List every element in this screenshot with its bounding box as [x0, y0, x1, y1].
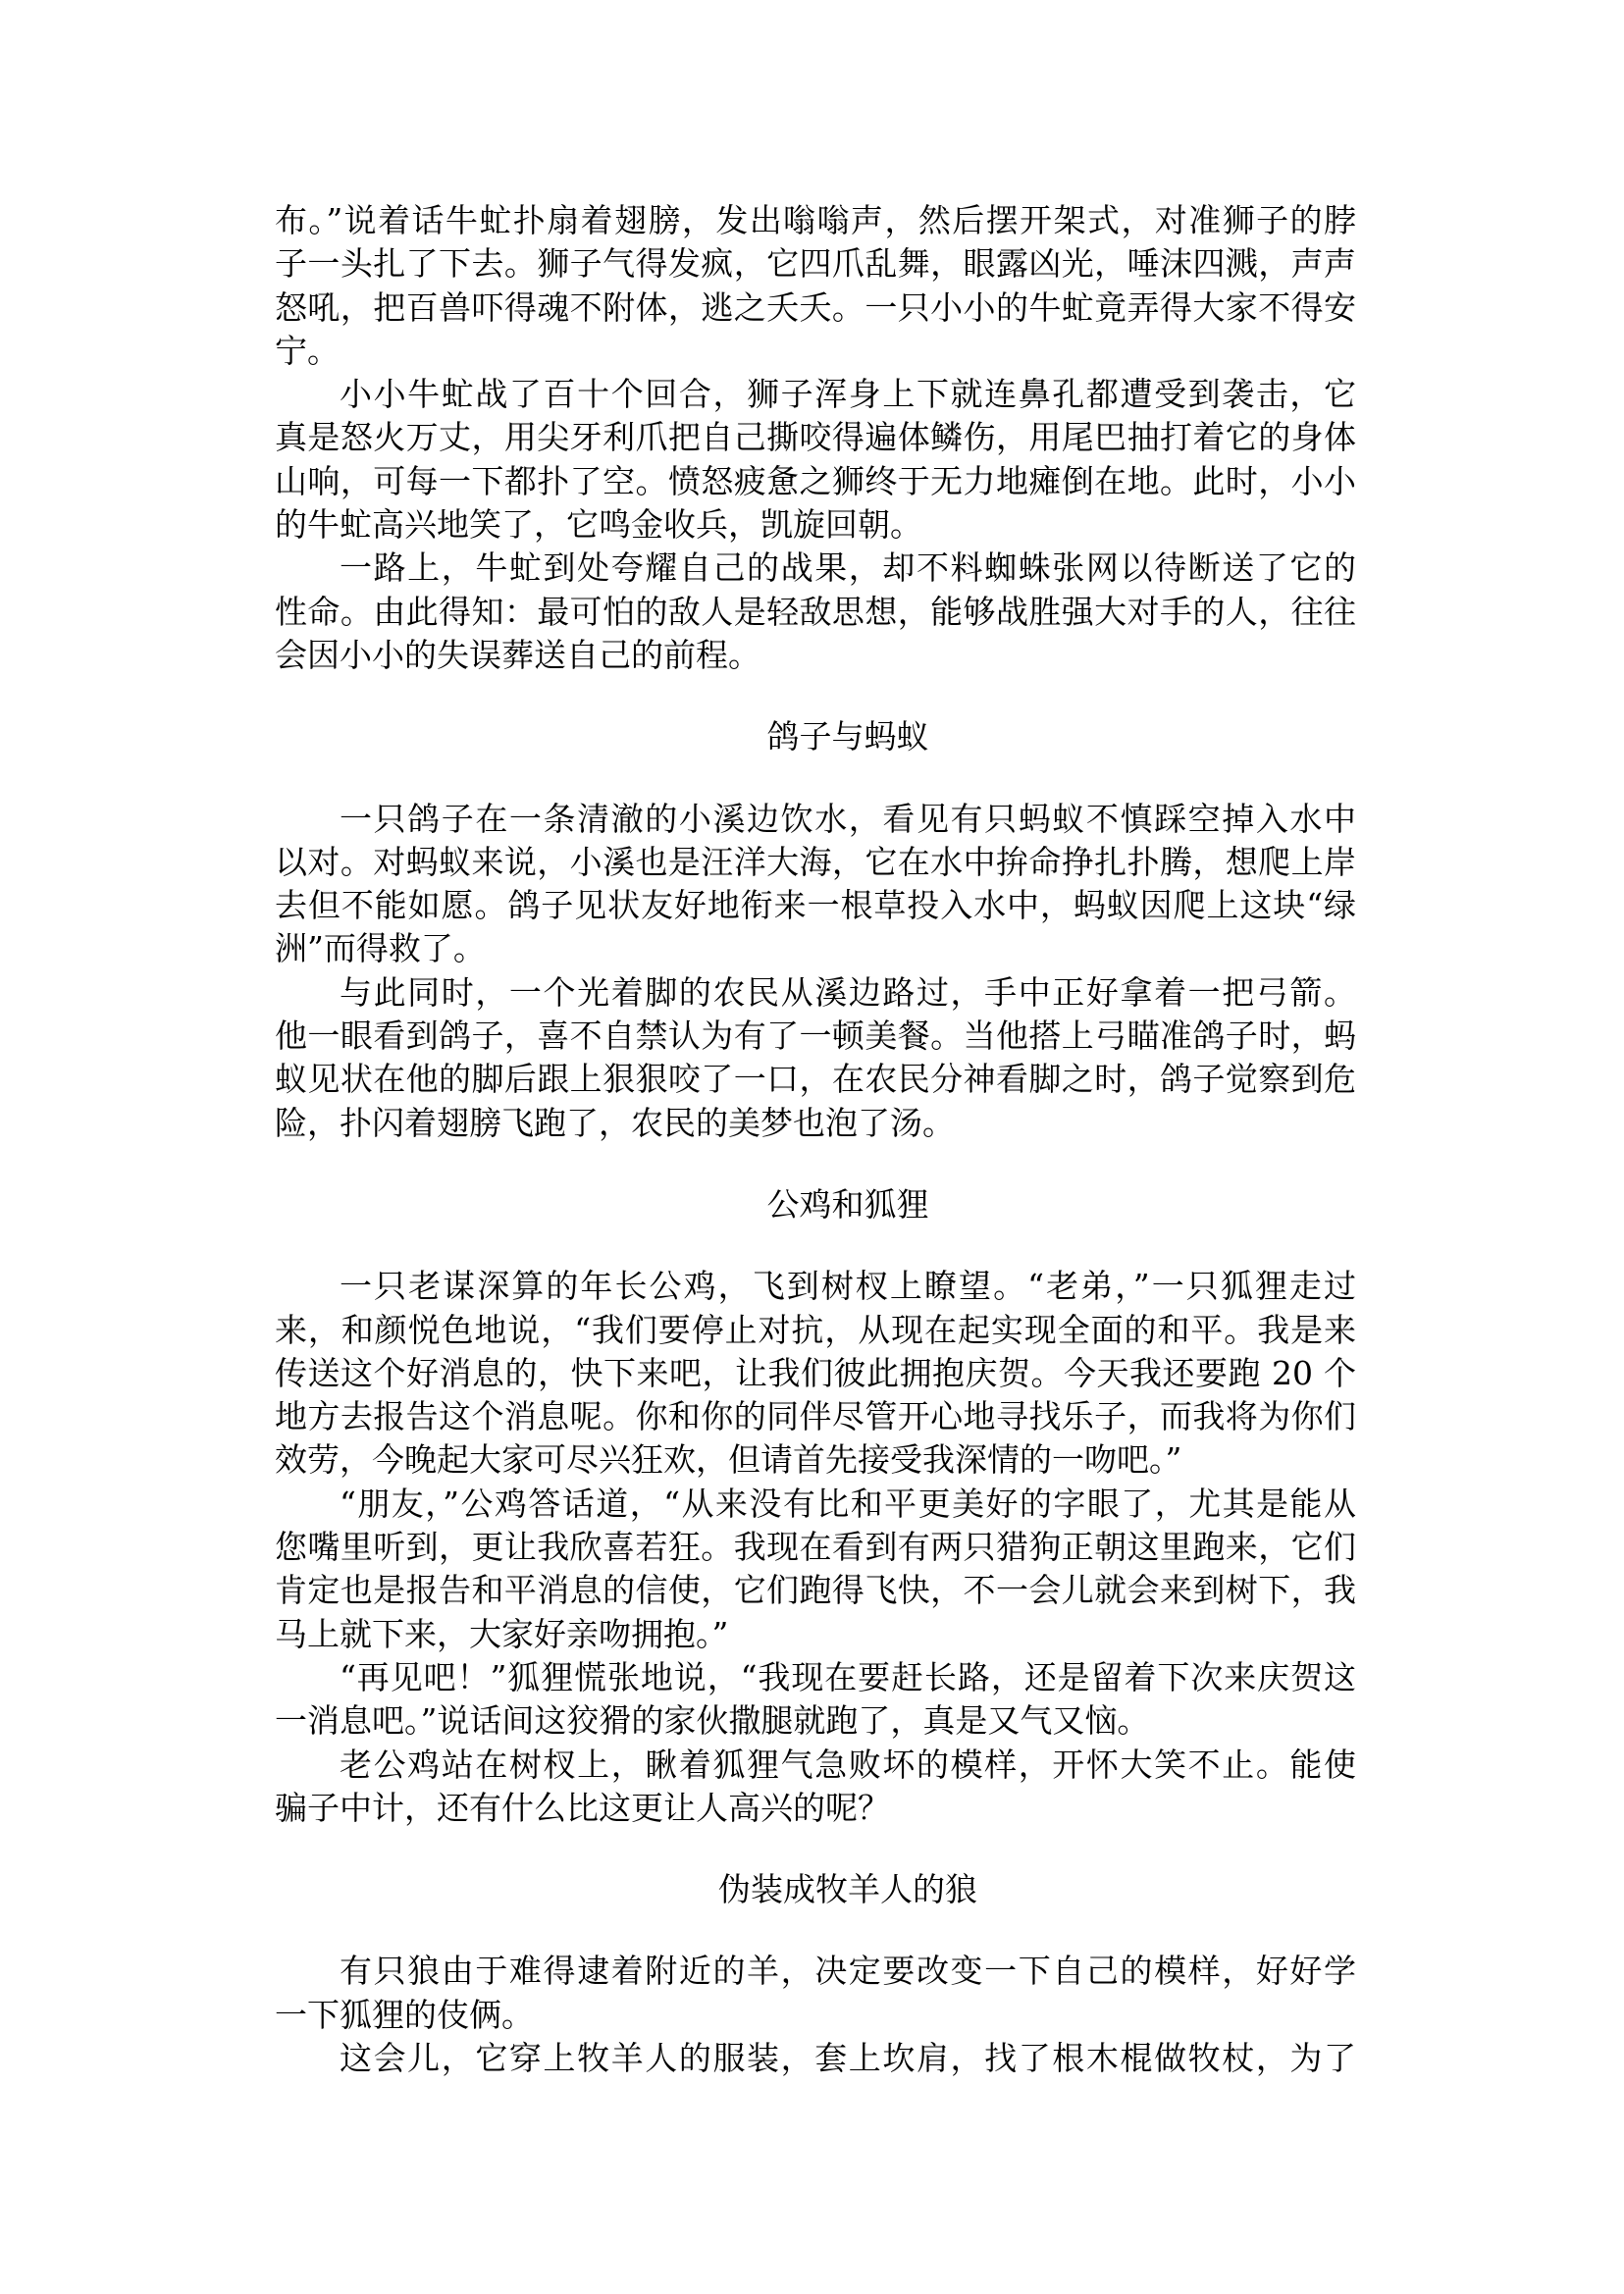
- text-line: 有只狼由于难得逮着附近的羊，决定要改变一下自己的模样，好好学: [340, 1952, 1356, 1991]
- text-line: 会因小小的失误葬送自己的前程。: [275, 635, 760, 674]
- paragraph: [275, 1265, 1356, 1482]
- document-page: [275, 199, 1356, 2080]
- text-line: 的牛虻高兴地笑了，它鸣金收兵，凯旋回朝。: [275, 505, 922, 545]
- text-line: 骗子中计，还有什么比这更让人高兴的呢？: [275, 1788, 890, 1827]
- text-line: 您嘴里听到，更让我欣喜若狂。我现在看到有两只猎狗正朝这里跑来，它们: [275, 1528, 1356, 1567]
- paragraph: [275, 1744, 1356, 1831]
- text-line: 地方去报告这个消息呢。你和你的同伴尽管开心地寻找乐子，而我将为你们: [275, 1397, 1356, 1436]
- text-line: 险，扑闪着翅膀飞跑了，农民的美梦也泡了汤。: [275, 1103, 955, 1142]
- text-line: 这会儿，它穿上牧羊人的服装，套上坎肩，找了根木棍做牧杖，为了: [340, 2038, 1356, 2077]
- story-wolf-disguised-as-shepherd: [275, 1868, 1356, 2080]
- paragraph: [275, 1483, 1356, 1656]
- text-line: 真是怒火万丈，用尖牙利爪把自己撕咬得遍体鳞伤，用尾巴抽打着它的身体: [275, 418, 1356, 457]
- text-line: 一消息吧。”说话间这狡猾的家伙撒腿就跑了，真是又气又恼。: [275, 1701, 1150, 1741]
- text-line: 来，和颜悦色地说，“我们要停止对抗，从现在起实现全面的和平。我是来: [275, 1310, 1356, 1349]
- text-line: 去但不能如愿。鸽子见状友好地衔来一根草投入水中，蚂蚁因爬上这块“绿: [275, 886, 1356, 925]
- text-line: 传送这个好消息的，快下来吧，让我们彼此拥抱庆贺。今天我还要跑 20 个: [275, 1353, 1356, 1392]
- text-line: 洲”而得救了。: [275, 929, 486, 968]
- text-line: 山响，可每一下都扑了空。愤怒疲惫之狮终于无力地瘫倒在地。此时，小小: [275, 461, 1356, 500]
- text-line: 以对。对蚂蚁来说，小溪也是汪洋大海，它在水中拚命挣扎扑腾，想爬上岸: [275, 842, 1356, 881]
- text-line: “再见吧！”狐狸慌张地说，“我现在要赶长路，还是留着下次来庆贺这: [340, 1657, 1356, 1696]
- paragraph: [275, 1656, 1356, 1744]
- text-line: 肯定也是报告和平消息的信使，它们跑得飞快，不一会儿就会来到树下，我: [275, 1571, 1356, 1610]
- story-title: 伪装成牧羊人的狼: [718, 1870, 977, 1909]
- text-line: 一只鸽子在一条清澈的小溪边饮水，看见有只蚂蚁不慎踩空掉入水中: [340, 799, 1356, 838]
- paragraph: [275, 373, 1356, 547]
- paragraph: [275, 798, 1356, 971]
- text-line: 一只老谋深算的年长公鸡，飞到树杈上瞭望。“老弟，”一只狐狸走过: [340, 1267, 1356, 1306]
- story-pigeon-and-ant: [275, 715, 1356, 1145]
- text-line: 效劳，今晚起大家可尽兴狂欢，但请首先接受我深情的一吻吧。”: [275, 1440, 1182, 1480]
- paragraph: [275, 2037, 1356, 2080]
- text-line: 性命。由此得知：最可怕的敌人是轻敌思想，能够战胜强大对手的人，往往: [275, 592, 1356, 631]
- text-line: 子一头扎了下去。狮子气得发疯，它四爪乱舞，眼露凶光，唾沫四溅，声声: [275, 244, 1356, 284]
- text-line: 宁。: [275, 331, 340, 370]
- text-line: 蚁见状在他的脚后跟上狠狠咬了一口，在农民分神看脚之时，鸽子觉察到危: [275, 1060, 1356, 1099]
- story-title: 鸽子与蚂蚁: [766, 717, 929, 756]
- text-line: 怒吼，把百兽吓得魂不附体，逃之夭夭。一只小小的牛虻竟弄得大家不得安: [275, 287, 1356, 327]
- paragraph: [275, 199, 1356, 373]
- text-line: 老公鸡站在树杈上，瞅着狐狸气急败坏的模样，开怀大笑不止。能使: [340, 1745, 1356, 1784]
- paragraph: [275, 971, 1356, 1145]
- text-line: 布。”说着话牛虻扑扇着翅膀，发出嗡嗡声，然后摆开架式，对准狮子的脖: [275, 201, 1356, 239]
- paragraph: [275, 1950, 1356, 2037]
- text-line: 与此同时，一个光着脚的农民从溪边路过，手中正好拿着一把弓箭。: [340, 972, 1356, 1012]
- story-title: 公鸡和狐狸: [766, 1184, 929, 1224]
- text-line: 一下狐狸的伎俩。: [275, 1995, 534, 2034]
- text-line: 小小牛虻战了百十个回合，狮子浑身上下就连鼻孔都遭受到袭击，它: [340, 375, 1356, 414]
- text-line: 马上就下来，大家好亲吻拥抱。”: [275, 1614, 729, 1653]
- text-line: 他一眼看到鸽子，喜不自禁认为有了一顿美餐。当他搭上弓瞄准鸽子时，蚂: [275, 1017, 1356, 1056]
- story-rooster-and-fox: [275, 1183, 1356, 1830]
- text-line: “朋友，”公鸡答话道，“从来没有比和平更美好的字眼了，尤其是能从: [340, 1484, 1356, 1523]
- paragraph: [275, 547, 1356, 677]
- story-continuation: [275, 199, 1356, 677]
- text-line: 一路上，牛虻到处夸耀自己的战果，却不料蜘蛛张网以待断送了它的: [340, 548, 1356, 588]
